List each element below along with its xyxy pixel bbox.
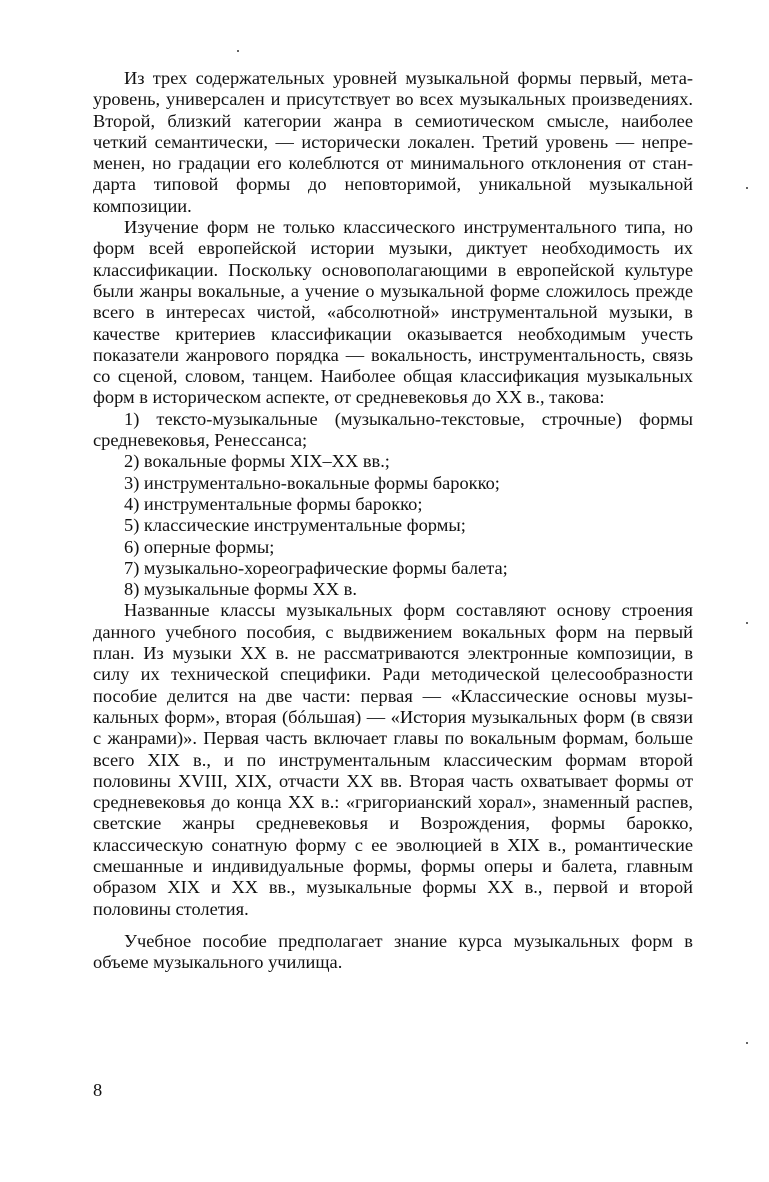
list-item: 1) тексто-музыкальные (музыкально-текстовые, строчные) формы средневековья, Ренессанса;	[93, 408, 693, 451]
list-item: 8) музыкальные формы XX в.	[124, 579, 357, 600]
list-item: 2) вокальные формы XIX–XX вв.;	[124, 451, 390, 472]
paragraph-1: Из трех содержательных уровней музыкальной формы первый, метауровень, универсален и присутствует во всех музыкальных произведениях. Второй, близкий категории жанра в семиотическом смысле, наиболее четкий семантически, — исторически локален. Третий уровень — непременен, но градации его колеблются от минимального отклонения от стандарта типовой формы до неповторимой, уникальной музыкальной композиции.	[93, 68, 693, 216]
paragraph-2: Изучение форм не только классического инструментального типа, но форм всей европейской истории музыки, диктует необходимость их классификации. Поскольку основополагающими в европейской культуре были жанры вокальные, а учение о музыкальной форме сложилось прежде всего в интересах чистой, «абсолютной» инструментальной музыки, в качестве критериев классификации оказывается необходимым учесть показатели жанрового порядка — вокальность, инструментальность, связь со сценой, словом, танцем. Наиболее общая классификация музыкальных форм в историческом аспекте, от средневековья до XX в., такова:	[93, 217, 693, 408]
list-item: 6) оперные формы;	[124, 536, 275, 557]
paragraph-3: Названные классы музыкальных форм составляют основу строения данного учебного пособия, с выдвижением вокальных форм на первый план. Из музыки XX в. не рассматриваются электронные композиции, в силу их технической специфики. Ради методической целесообразности пособие делится на две части: первая — «Классические основы музыкальных форм», вторая (бóльшая) — «История музыкальных форм (в связи с жанрами)». Первая часть включает главы по вокальным формам, больше всего XIX в., и по инструментальным классическим формам второй половины XVIII, XIX, отчасти XX вв. Вторая часть охватывает формы от средневековья до конца XX в.: «григорианский хорал», знаменный распев, светские жанры средневековья и Возрождения, формы барокко, классическую сонатную форму с ее эволюцией в XIX в., романтические смешанные и индивидуальные формы, формы оперы и балета, главным образом XIX и XX вв., музыкальные формы XX в., первой и второй половины столетия.	[93, 600, 693, 919]
list-item: 5) классические инструментальные формы;	[124, 515, 466, 536]
body-text	[93, 68, 693, 973]
classification-list	[93, 409, 693, 601]
scan-speck	[746, 622, 748, 624]
list-item: 7) музыкально-хореографические формы балета;	[124, 557, 508, 578]
list-item: 4) инструментальные формы барокко;	[124, 493, 423, 514]
scan-speck	[237, 50, 239, 52]
list-item: 3) инструментально-вокальные формы барокко;	[124, 472, 500, 493]
page-number: 8	[93, 1080, 103, 1100]
scan-speck	[746, 187, 748, 189]
paragraph-4: Учебное пособие предполагает знание курса музыкальных форм в объеме музыкального училища.	[93, 930, 693, 973]
scan-speck	[746, 1042, 748, 1044]
